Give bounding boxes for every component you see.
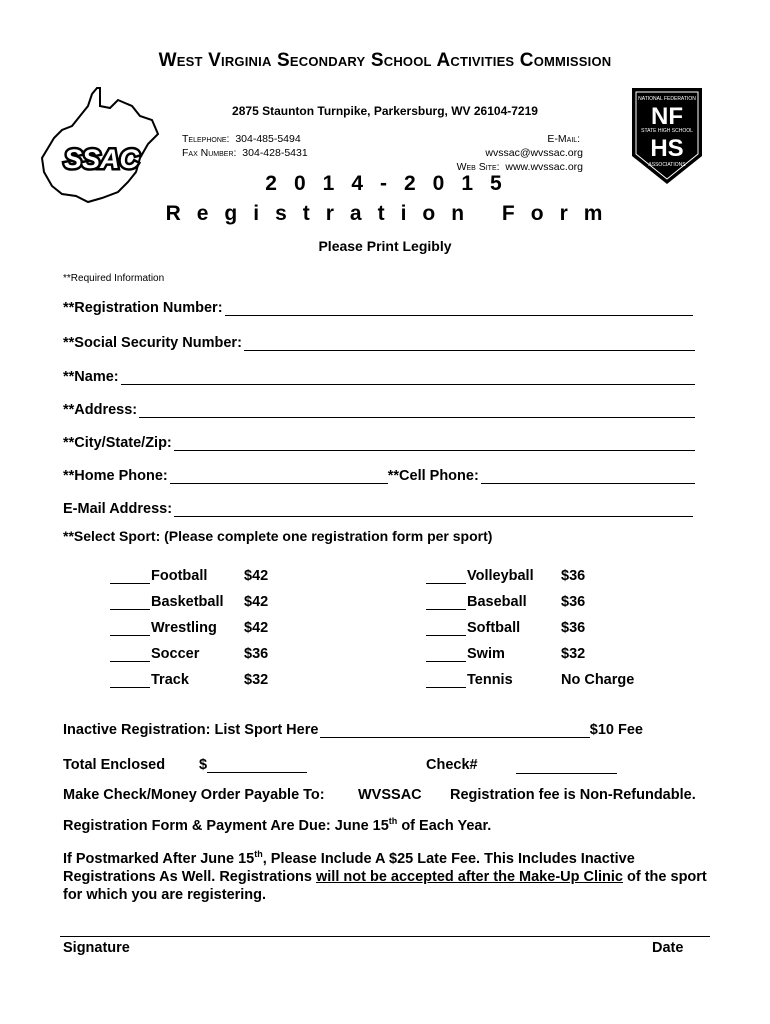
ssac-logo-text: SSAC: [64, 144, 140, 174]
check-number-label: Check#: [426, 757, 478, 773]
sport-blank[interactable]: [426, 621, 466, 636]
nfhs-hs-text: HS: [650, 135, 684, 162]
sport-option[interactable]: Track $32: [110, 668, 268, 688]
sports-left-column: [110, 564, 268, 688]
sport-option[interactable]: Wrestling $42: [110, 616, 268, 636]
cell-phone-label: **Cell Phone:: [387, 468, 479, 484]
required-note: **Required Information: [63, 273, 165, 284]
page-title: West Virginia Secondary School Activities Commission: [158, 50, 612, 71]
check-number-line[interactable]: [516, 759, 617, 774]
sport-blank[interactable]: [426, 647, 466, 662]
total-enclosed-field[interactable]: [199, 757, 307, 773]
email-address-line[interactable]: [174, 502, 693, 517]
form-year: 2014-2015: [265, 172, 519, 195]
nfhs-top-text: NATIONAL FEDERATION: [638, 96, 696, 102]
dollar-sign: $: [199, 757, 208, 773]
inactive-registration-line[interactable]: [320, 723, 589, 738]
sport-blank[interactable]: [110, 647, 150, 662]
telephone: 304-485-5494: [235, 133, 301, 145]
total-enclosed-label: Total Enclosed: [63, 757, 166, 773]
sport-option[interactable]: Basketball $42: [110, 590, 268, 610]
sport-blank[interactable]: [426, 595, 466, 610]
nfhs-nf-text: NF: [651, 103, 683, 130]
date-label: Date: [652, 940, 684, 956]
ssn-field[interactable]: [63, 331, 695, 351]
email: wvssac@wvssac.org: [485, 147, 583, 159]
sport-option[interactable]: Swim $32: [426, 642, 634, 662]
website: www.wvssac.org: [505, 161, 583, 173]
select-sport-heading: **Select Sport: (Please complete one registration form per sport): [63, 528, 493, 544]
city-state-zip-line[interactable]: [174, 436, 695, 451]
sport-blank[interactable]: [110, 673, 150, 688]
due-date-note: Registration Form & Payment Are Due: June 15th of Each Year.: [63, 816, 492, 834]
sport-blank[interactable]: [110, 621, 150, 636]
home-phone-line[interactable]: [170, 469, 388, 484]
telephone-label: Telephone:: [182, 133, 230, 145]
nfhs-bottom-text: ASSOCIATIONS: [648, 162, 686, 168]
cell-phone-line[interactable]: [481, 469, 695, 484]
print-instruction: Please Print Legibly: [318, 238, 452, 254]
email-label: E-Mail:: [547, 133, 581, 145]
sport-blank[interactable]: [110, 569, 150, 584]
payable-label: Make Check/Money Order Payable To:: [63, 787, 325, 803]
total-enclosed-line[interactable]: [207, 758, 307, 773]
name-label: **Name:: [63, 369, 119, 385]
address-field[interactable]: [63, 398, 695, 418]
ssn-label: **Social Security Number:: [63, 335, 242, 351]
fax-label: Fax Number:: [182, 147, 237, 159]
signature-label: Signature: [63, 940, 130, 956]
sport-blank[interactable]: [426, 569, 466, 584]
registration-number-line[interactable]: [225, 301, 693, 316]
city-state-zip-label: **City/State/Zip:: [63, 435, 172, 451]
late-fee-note: If Postmarked After June 15th, Please Include A $25 Late Fee. This Includes Inactive Registrations As Well. Registrations will not be accepted after the Make-Up Clinic of the sport for which you are registering.: [63, 849, 707, 903]
sport-option[interactable]: Volleyball $36: [426, 564, 634, 584]
ssn-line[interactable]: [244, 336, 695, 351]
email-address-label: E-Mail Address:: [63, 501, 173, 517]
city-state-zip-field[interactable]: [63, 431, 695, 451]
home-phone-label: **Home Phone:: [63, 468, 168, 484]
sport-option[interactable]: Tennis No Charge: [426, 668, 634, 688]
signature-line[interactable]: [60, 936, 710, 937]
non-refundable-note: Registration fee is Non-Refundable.: [450, 787, 696, 803]
registration-number-label: **Registration Number:: [63, 300, 223, 316]
payable-to: WVSSAC: [358, 787, 422, 803]
sport-option[interactable]: Baseball $36: [426, 590, 634, 610]
fax: 304-428-5431: [242, 147, 308, 159]
website-label: Web Site:: [456, 161, 500, 173]
sport-blank[interactable]: [426, 673, 466, 688]
registration-number-field[interactable]: [63, 296, 693, 316]
form-name: Registration Form: [165, 202, 619, 225]
name-field[interactable]: [63, 365, 695, 385]
address: 2875 Staunton Turnpike, Parkersburg, WV 26104-7219: [232, 104, 538, 118]
name-line[interactable]: [121, 370, 695, 385]
inactive-registration-label: Inactive Registration: List Sport Here: [63, 722, 319, 738]
nfhs-logo: [630, 86, 704, 186]
address-line[interactable]: [139, 403, 695, 418]
sport-blank[interactable]: [110, 595, 150, 610]
inactive-fee: $10 Fee: [589, 722, 643, 738]
email-field[interactable]: [63, 497, 693, 517]
address-label: **Address:: [63, 402, 138, 418]
sport-option[interactable]: Soccer $36: [110, 642, 268, 662]
sport-option[interactable]: Softball $36: [426, 616, 634, 636]
phone-field-row: [63, 464, 695, 484]
phone-block: [182, 132, 308, 160]
inactive-registration-field[interactable]: [63, 718, 643, 738]
sport-option[interactable]: Football $42: [110, 564, 268, 584]
nfhs-mid-text: STATE HIGH SCHOOL: [641, 128, 693, 134]
sports-right-column: [426, 564, 634, 688]
email-web-block: [450, 132, 583, 174]
